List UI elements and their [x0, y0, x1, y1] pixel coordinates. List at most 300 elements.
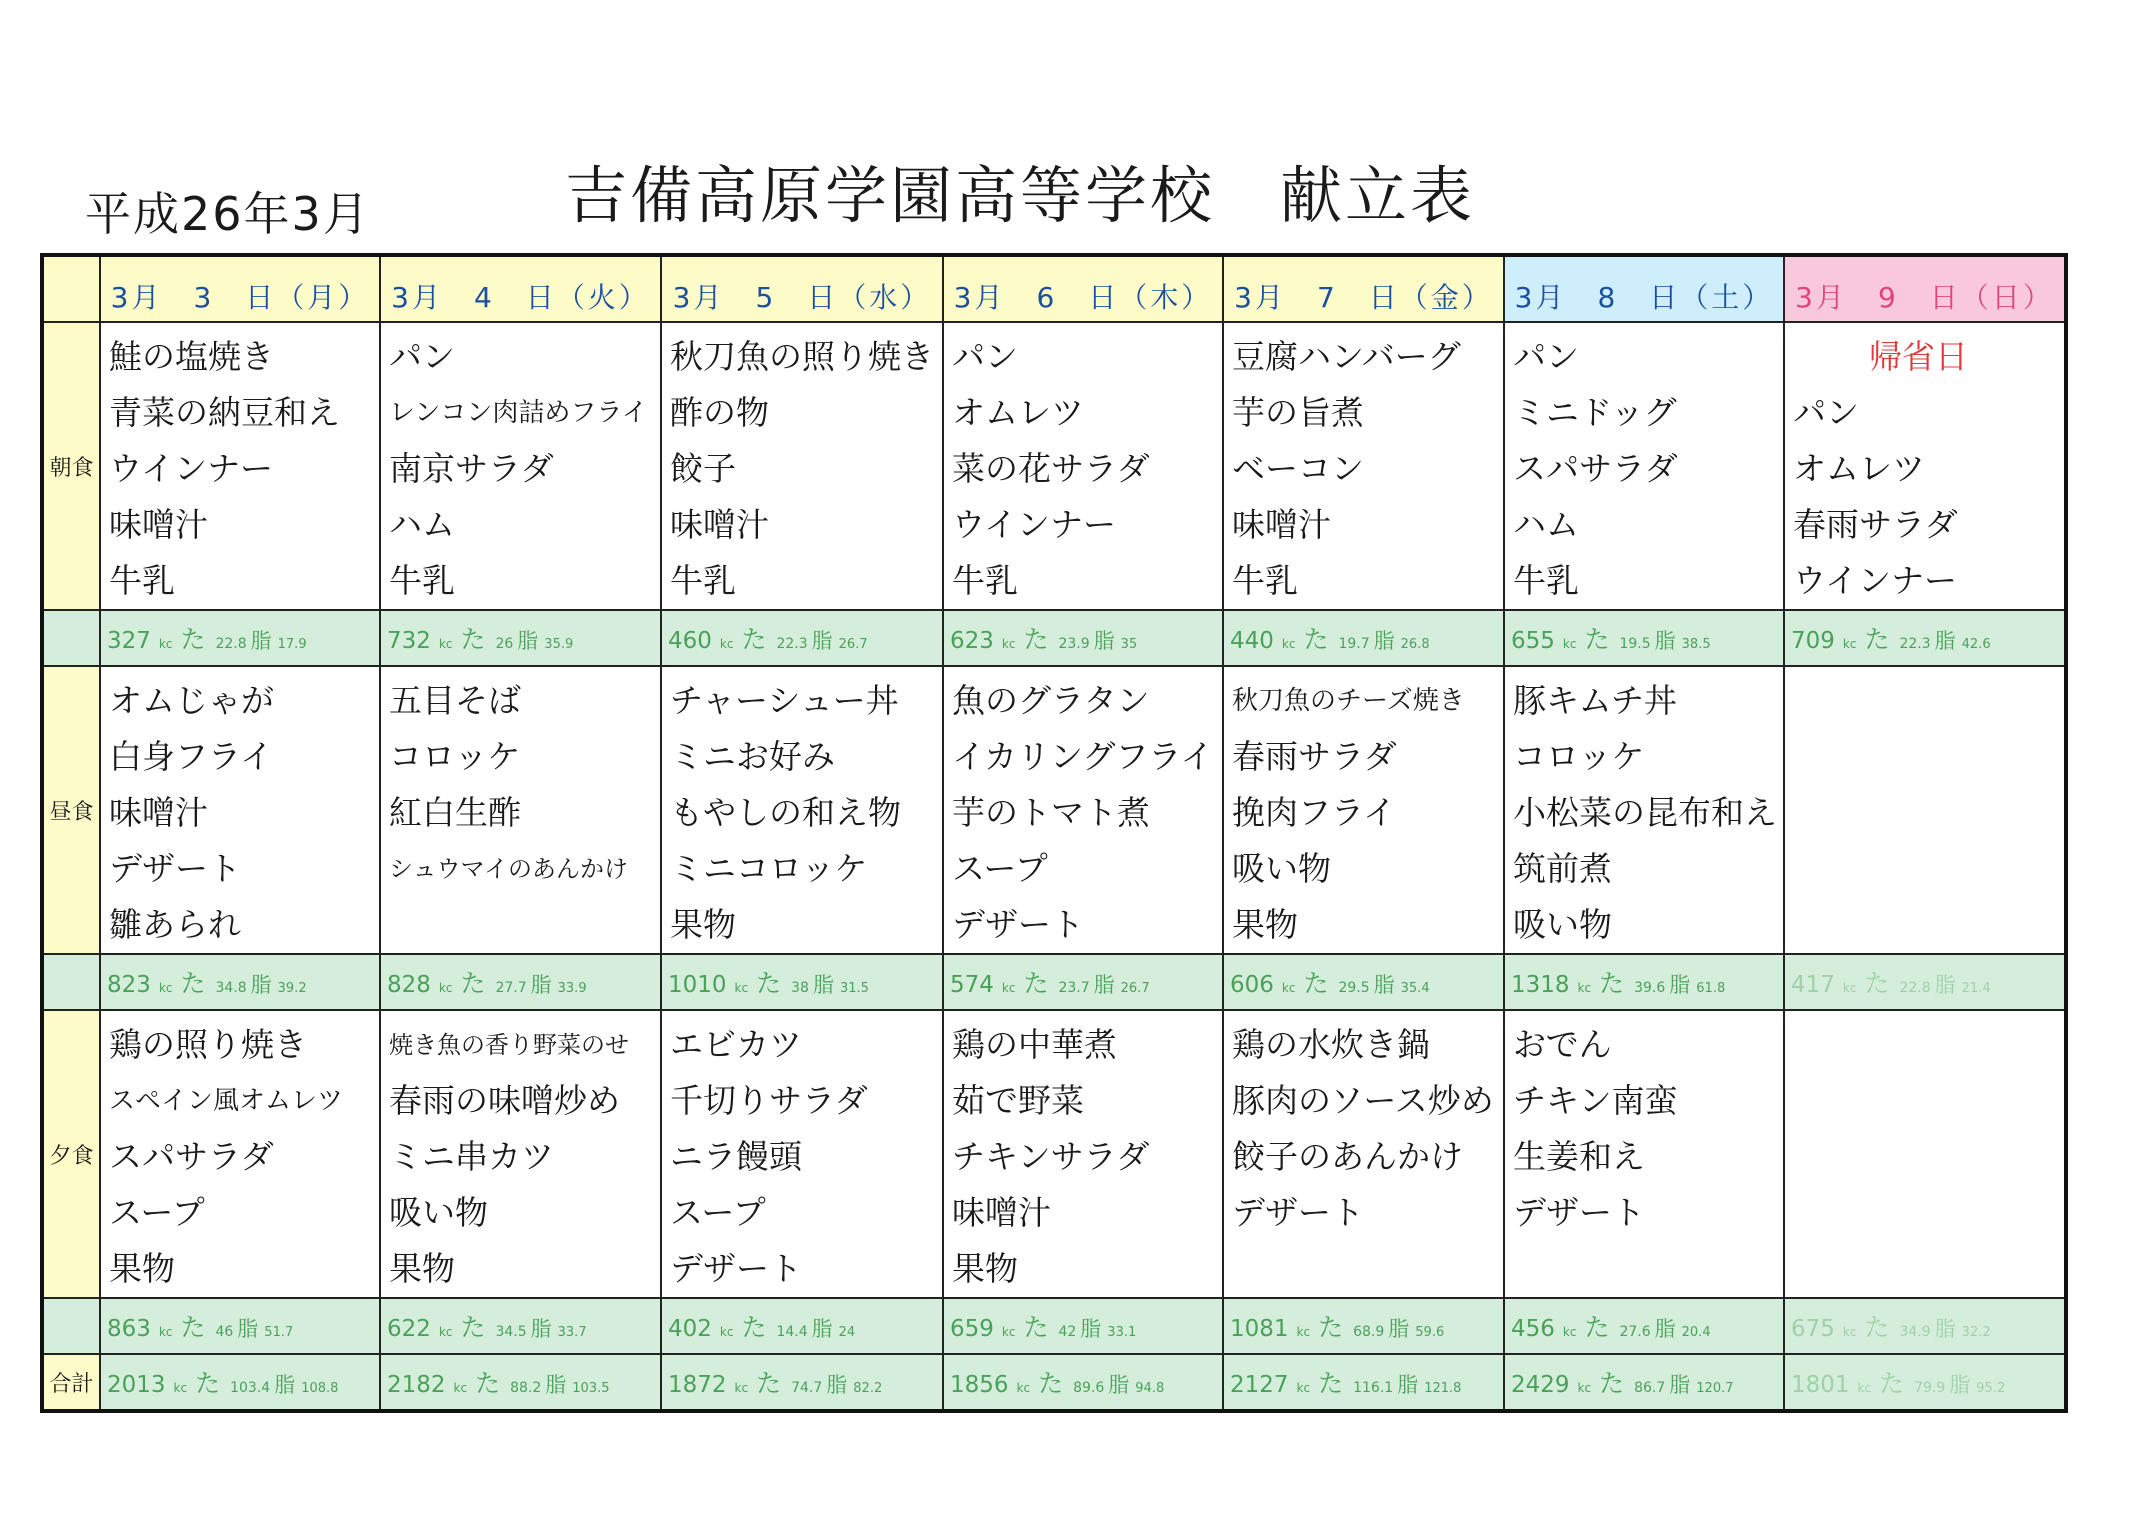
menu-item: 牛乳: [1232, 561, 1298, 600]
corner-cell: [42, 255, 100, 322]
protein-label: た: [1584, 1313, 1610, 1342]
lunch-cell: [1223, 666, 1504, 954]
nutrition-values: [1791, 1364, 2005, 1400]
protein-label: た: [756, 969, 782, 998]
menu-item: 吸い物: [389, 1193, 488, 1232]
nutrition-cell: [943, 1354, 1223, 1411]
menu-item: 味噌汁: [670, 505, 769, 544]
protein-label: た: [460, 969, 486, 998]
menu-item: 牛乳: [1513, 561, 1579, 600]
menu-item: ベーコン: [1232, 449, 1364, 488]
menu-item: 焼き魚の香り野菜のせ: [389, 1031, 629, 1059]
menu-item: 筑前煮: [1513, 849, 1612, 888]
menu-item: エビカツ: [670, 1025, 802, 1064]
kcal-value: 2429: [1511, 1372, 1570, 1398]
menu-table: [40, 253, 2068, 1413]
menu-items: [381, 1011, 660, 1297]
protein-value: 14.4: [776, 1324, 808, 1340]
menu-item: 千切りサラダ: [670, 1081, 868, 1120]
nutrition-values: [668, 1308, 855, 1344]
fat-value: 31.5: [839, 981, 869, 996]
fat-label: 脂: [1669, 1373, 1691, 1397]
menu-items: [662, 667, 942, 953]
fat-value: 51.7: [264, 1325, 294, 1340]
dinner-row: [42, 1010, 2066, 1298]
fat-value: 33.1: [1107, 1325, 1137, 1340]
menu-item: 秋刀魚のチーズ焼き: [1232, 686, 1465, 716]
fat-value: 39.2: [277, 981, 307, 996]
kcal-unit: kc: [1577, 981, 1592, 995]
dinner-label: 夕食: [42, 1010, 100, 1298]
day-date: 3月 8 日（土）: [1514, 281, 1774, 314]
nutrition-cell: [1784, 954, 2066, 1010]
menu-item: 春雨の味噌炒め: [389, 1081, 620, 1120]
nutrition-cell: [943, 1298, 1223, 1354]
kcal-unit: kc: [158, 1325, 173, 1339]
lunch-nutrition-row: [42, 954, 2066, 1010]
kcal-unit: kc: [1857, 1381, 1872, 1395]
menu-item: 五目そば: [389, 681, 521, 720]
fat-value: 95.2: [1976, 1381, 2006, 1396]
nutrition-values: [950, 1308, 1136, 1344]
lunch-row: [42, 666, 2066, 954]
fat-label: 脂: [530, 1317, 552, 1341]
protein-label: た: [1864, 969, 1890, 998]
menu-item: 豚キムチ丼: [1513, 681, 1678, 720]
nutrition-values: [950, 620, 1137, 656]
menu-item: パン: [1513, 337, 1579, 376]
menu-item: 青菜の納豆和え: [109, 393, 340, 432]
menu-item: 牛乳: [952, 561, 1018, 600]
menu-item: デザート: [1232, 1193, 1364, 1232]
menu-item: 牛乳: [389, 561, 455, 600]
nutrition-values: [107, 620, 307, 656]
page-title: 吉備高原学園高等学校 献立表: [565, 159, 1476, 232]
protein-label: た: [1303, 969, 1329, 998]
fat-label: 脂: [530, 973, 552, 997]
menu-item: シュウマイのあんかけ: [389, 855, 629, 883]
nutrition-cell: [380, 1354, 661, 1411]
menu-item: 果物: [1232, 905, 1298, 944]
day-date: 3月 3 日（月）: [110, 281, 370, 314]
protein-label: た: [1318, 1313, 1344, 1342]
kcal-value: 417: [1791, 972, 1835, 998]
fat-label: 脂: [250, 629, 272, 653]
menu-item: 秋刀魚の照り焼き: [670, 337, 934, 376]
menu-item: 果物: [670, 905, 736, 944]
protein-label: た: [1864, 1313, 1890, 1342]
lunch-label: 昼食: [42, 666, 100, 954]
kcal-value: 606: [1230, 972, 1274, 998]
nutrition-cell: [1784, 1298, 2066, 1354]
nutrition-cell: [1784, 1354, 2066, 1411]
dinner-cell: [380, 1010, 661, 1298]
menu-item: 魚のグラタン: [952, 681, 1150, 720]
nutrition-values: [387, 1364, 610, 1400]
menu-item: 鶏の照り焼き: [109, 1025, 307, 1064]
menu-items: [944, 1011, 1222, 1297]
menu-item: レンコン肉詰めフライ: [389, 398, 648, 428]
menu-item: オムじゃが: [109, 681, 274, 720]
protein-label: た: [1038, 1369, 1064, 1398]
protein-value: 26: [495, 636, 514, 652]
protein-label: た: [180, 1313, 206, 1342]
nutrition-values: [1230, 1364, 1461, 1400]
menu-item: 味噌汁: [1232, 505, 1331, 544]
nutrition-values: [1230, 964, 1430, 1000]
lunch-cell: [1504, 666, 1784, 954]
kcal-value: 460: [668, 628, 712, 654]
nutrition-cell: [1504, 1354, 1784, 1411]
kcal-value: 402: [668, 1316, 712, 1342]
protein-value: 34.9: [1899, 1324, 1931, 1340]
protein-value: 39.6: [1634, 980, 1666, 996]
menu-item: オムレツ: [1793, 449, 1925, 488]
protein-value: 103.4: [230, 1380, 271, 1396]
fat-label: 脂: [1934, 1317, 1956, 1341]
nutrition-cell: [1504, 1298, 1784, 1354]
fat-label: 脂: [812, 973, 834, 997]
kcal-value: 440: [1230, 628, 1274, 654]
protein-value: 22.3: [776, 636, 808, 652]
menu-item: オムレツ: [952, 393, 1084, 432]
day-header: [1223, 255, 1504, 322]
fat-label: 脂: [1388, 1317, 1410, 1341]
fat-value: 61.8: [1696, 981, 1726, 996]
menu-item: 鶏の中華煮: [952, 1025, 1117, 1064]
protein-value: 29.5: [1338, 980, 1370, 996]
kcal-unit: kc: [438, 981, 453, 995]
protein-value: 19.5: [1619, 636, 1651, 652]
kcal-unit: kc: [734, 981, 749, 995]
fat-value: 38.5: [1681, 637, 1711, 652]
day-header: [1784, 255, 2066, 322]
kcal-unit: kc: [1001, 1325, 1016, 1339]
fat-value: 42.6: [1961, 637, 1991, 652]
protein-label: た: [1303, 625, 1329, 654]
fat-label: 脂: [1080, 1317, 1102, 1341]
day-header: [661, 255, 943, 322]
menu-item: 春雨サラダ: [1232, 737, 1397, 776]
kcal-value: 456: [1511, 1316, 1555, 1342]
nutrition-values: [668, 1364, 882, 1400]
protein-label: た: [1023, 969, 1049, 998]
nutrition-cell: [661, 1354, 943, 1411]
protein-value: 34.5: [495, 1324, 527, 1340]
kcal-value: 828: [387, 972, 431, 998]
menu-month: 平成26年3月: [85, 187, 371, 241]
day-date: 3月 5 日（水）: [672, 281, 932, 314]
kcal-value: 2013: [107, 1372, 166, 1398]
protein-value: 38: [791, 980, 809, 996]
dinner-cell: [1223, 1010, 1504, 1298]
menu-item: おでん: [1513, 1025, 1612, 1064]
kcal-unit: kc: [1577, 1381, 1592, 1395]
nutrition-values: [107, 1308, 293, 1344]
fat-value: 121.8: [1424, 1381, 1462, 1396]
protein-label: た: [756, 1369, 782, 1398]
menu-item: ウインナー: [1793, 561, 1958, 600]
menu-items: [1224, 667, 1503, 953]
menu-item: 果物: [952, 1249, 1018, 1288]
fat-value: 120.7: [1696, 1381, 1734, 1396]
menu-item: もやしの和え物: [670, 793, 901, 832]
menu-items: [1224, 1011, 1503, 1241]
fat-label: 脂: [1934, 629, 1956, 653]
menu-item: 南京サラダ: [389, 449, 554, 488]
menu-item: 茹で野菜: [952, 1081, 1084, 1120]
total-label: 合計: [42, 1354, 100, 1411]
menu-item: コロッケ: [1513, 737, 1645, 776]
protein-value: 22.3: [1899, 636, 1931, 652]
nutrition-cell: [100, 610, 380, 666]
protein-label: た: [1023, 1313, 1049, 1342]
fat-value: 21.4: [1961, 981, 1991, 996]
nutrition-values: [1230, 1308, 1444, 1344]
kcal-value: 732: [387, 628, 431, 654]
nutrition-values: [1230, 620, 1430, 656]
dinner-cell: [1784, 1010, 2066, 1298]
menu-item: 小松菜の昆布和え: [1513, 793, 1777, 832]
nutrition-values: [107, 1364, 338, 1400]
menu-item: 味噌汁: [109, 793, 208, 832]
fat-value: 24: [838, 1325, 856, 1340]
protein-label: た: [1599, 969, 1625, 998]
menu-item: 味噌汁: [109, 505, 208, 544]
protein-label: た: [741, 1313, 767, 1342]
menu-items: [1505, 323, 1783, 609]
protein-label: た: [180, 625, 206, 654]
menu-item: チキン南蛮: [1513, 1081, 1678, 1120]
menu-items: [101, 1011, 379, 1297]
breakfast-cell: [1784, 322, 2066, 610]
kcal-unit: kc: [158, 981, 173, 995]
breakfast-row: [42, 322, 2066, 610]
menu-items: [944, 667, 1222, 953]
menu-item: デザート: [109, 849, 241, 888]
lunch-cell: [943, 666, 1223, 954]
menu-items: [1505, 667, 1783, 953]
fat-label: 脂: [1654, 1317, 1676, 1341]
menu-item: 挽肉フライ: [1232, 793, 1397, 832]
kcal-value: 1856: [950, 1372, 1009, 1398]
kcal-unit: kc: [158, 637, 173, 651]
menu-item: 果物: [389, 1249, 455, 1288]
nutrition-values: [950, 1364, 1164, 1400]
nutrition-cell: [100, 1298, 380, 1354]
menu-items: [381, 323, 660, 609]
protein-value: 27.7: [495, 980, 527, 996]
menu-items: [381, 667, 660, 897]
menu-item: ミニ串カツ: [389, 1137, 554, 1176]
protein-label: た: [180, 969, 206, 998]
kcal-unit: kc: [1016, 1381, 1031, 1395]
kcal-unit: kc: [719, 637, 734, 651]
protein-value: 19.7: [1338, 636, 1370, 652]
menu-item: 生姜和え: [1513, 1137, 1645, 1176]
menu-item: 鶏の水炊き鍋: [1232, 1025, 1430, 1064]
day-date: 3月 6 日（木）: [953, 281, 1213, 314]
kcal-unit: kc: [719, 1325, 734, 1339]
protein-label: た: [741, 625, 767, 654]
protein-label: た: [195, 1369, 221, 1398]
nutrition-cell: [661, 954, 943, 1010]
breakfast-nutrition-row: [42, 610, 2066, 666]
nutrition-cell: [380, 1298, 661, 1354]
kcal-unit: kc: [438, 637, 453, 651]
protein-label: た: [475, 1369, 501, 1398]
nutrition-label-cell: [42, 1298, 100, 1354]
protein-value: 22.8: [1899, 980, 1931, 996]
menu-item: 豚肉のソース炒め: [1232, 1081, 1494, 1120]
home-visit-note: 帰省日: [1869, 337, 1968, 376]
fat-label: 脂: [1373, 973, 1395, 997]
kcal-value: 574: [950, 972, 994, 998]
breakfast-cell: [100, 322, 380, 610]
kcal-value: 863: [107, 1316, 151, 1342]
fat-value: 26.8: [1400, 637, 1430, 652]
fat-label: 脂: [1949, 1373, 1971, 1397]
day-header: [100, 255, 380, 322]
day-header: [943, 255, 1223, 322]
kcal-unit: kc: [1296, 1325, 1311, 1339]
fat-label: 脂: [1934, 973, 1956, 997]
fat-value: 94.8: [1135, 1381, 1165, 1396]
menu-items: [101, 323, 379, 609]
fat-label: 脂: [517, 629, 539, 653]
menu-items: [1785, 667, 2064, 673]
nutrition-cell: [943, 610, 1223, 666]
fat-value: 35.4: [1400, 981, 1430, 996]
protein-value: 42: [1058, 1324, 1077, 1340]
menu-item: 吸い物: [1513, 905, 1612, 944]
menu-item: ミニドッグ: [1513, 393, 1677, 432]
nutrition-cell: [380, 610, 661, 666]
nutrition-cell: [1223, 1354, 1504, 1411]
breakfast-cell: [380, 322, 661, 610]
menu-item: チキンサラダ: [952, 1137, 1150, 1176]
kcal-value: 1010: [668, 972, 727, 998]
nutrition-values: [1791, 964, 1991, 1000]
menu-item: デザート: [670, 1249, 802, 1288]
fat-value: 59.6: [1415, 1325, 1445, 1340]
kcal-unit: kc: [1296, 1381, 1311, 1395]
protein-value: 88.2: [510, 1380, 542, 1396]
fat-value: 82.2: [853, 1381, 883, 1396]
nutrition-cell: [661, 610, 943, 666]
protein-value: 34.8: [215, 980, 247, 996]
breakfast-label: 朝食: [42, 322, 100, 610]
menu-item: スパサラダ: [1513, 449, 1678, 488]
nutrition-cell: [1504, 610, 1784, 666]
fat-value: 103.5: [572, 1381, 610, 1396]
fat-value: 26.7: [838, 637, 868, 652]
nutrition-values: [1511, 620, 1711, 656]
protein-value: 79.9: [1914, 1380, 1946, 1396]
nutrition-cell: [100, 1354, 380, 1411]
protein-value: 23.7: [1058, 980, 1090, 996]
menu-item: パン: [952, 337, 1018, 376]
nutrition-values: [1511, 1364, 1734, 1400]
menu-item: スペイン風オムレツ: [109, 1086, 344, 1116]
menu-items: [101, 667, 379, 953]
day-date: 3月 7 日（金）: [1234, 281, 1493, 314]
menu-items: [1505, 1011, 1783, 1241]
menu-items: [944, 323, 1222, 609]
kcal-value: 1872: [668, 1372, 727, 1398]
kcal-unit: kc: [438, 1325, 453, 1339]
kcal-unit: kc: [1001, 637, 1016, 651]
menu-item: 吸い物: [1232, 849, 1331, 888]
menu-item: ハム: [389, 505, 455, 544]
nutrition-cell: [1223, 610, 1504, 666]
lunch-cell: [661, 666, 943, 954]
fat-label: 脂: [811, 1317, 833, 1341]
nutrition-cell: [1223, 1298, 1504, 1354]
protein-label: た: [460, 1313, 486, 1342]
menu-item: スパサラダ: [109, 1137, 274, 1176]
protein-label: た: [1599, 1369, 1625, 1398]
kcal-unit: kc: [1281, 637, 1296, 651]
menu-item: ニラ饅頭: [670, 1137, 802, 1176]
nutrition-values: [1791, 1308, 1991, 1344]
fat-label: 脂: [811, 629, 833, 653]
menu-item: スープ: [952, 849, 1048, 888]
breakfast-cell: [661, 322, 943, 610]
menu-item: 紅白生酢: [389, 793, 521, 832]
protein-label: た: [1864, 625, 1890, 654]
fat-value: 17.9: [277, 637, 307, 652]
nutrition-label-cell: [42, 610, 100, 666]
menu-item: スープ: [670, 1193, 766, 1232]
fat-value: 32.2: [1961, 1325, 1991, 1340]
fat-label: 脂: [1669, 973, 1691, 997]
nutrition-values: [387, 620, 573, 656]
kcal-value: 675: [1791, 1316, 1835, 1342]
menu-item: ミニお好み: [670, 737, 835, 776]
fat-label: 脂: [274, 1373, 296, 1397]
kcal-value: 327: [107, 628, 151, 654]
kcal-unit: kc: [1842, 1325, 1857, 1339]
dinner-cell: [661, 1010, 943, 1298]
menu-item: 雛あられ: [109, 905, 241, 944]
dinner-cell: [100, 1010, 380, 1298]
menu-items: [1785, 1011, 2064, 1017]
fat-label: 脂: [1373, 629, 1395, 653]
nutrition-values: [1511, 964, 1725, 1000]
protein-value: 86.7: [1634, 1380, 1666, 1396]
nutrition-values: [668, 620, 868, 656]
protein-label: た: [1879, 1369, 1905, 1398]
menu-item: 豆腐ハンバーグ: [1232, 337, 1461, 376]
nutrition-values: [668, 964, 869, 1000]
menu-item: ウインナー: [952, 505, 1117, 544]
fat-value: 26.7: [1120, 981, 1150, 996]
menu-item: デザート: [1513, 1193, 1645, 1232]
menu-item: 牛乳: [109, 561, 175, 600]
protein-label: た: [460, 625, 486, 654]
kcal-value: 623: [950, 628, 994, 654]
total-row: [42, 1354, 2066, 1411]
lunch-cell: [100, 666, 380, 954]
day-header: [1504, 255, 1784, 322]
kcal-unit: kc: [1001, 981, 1016, 995]
kcal-unit: kc: [734, 1381, 749, 1395]
nutrition-label-cell: [42, 954, 100, 1010]
breakfast-cell: [943, 322, 1223, 610]
fat-value: 35: [1120, 637, 1138, 652]
kcal-value: 2182: [387, 1372, 446, 1398]
